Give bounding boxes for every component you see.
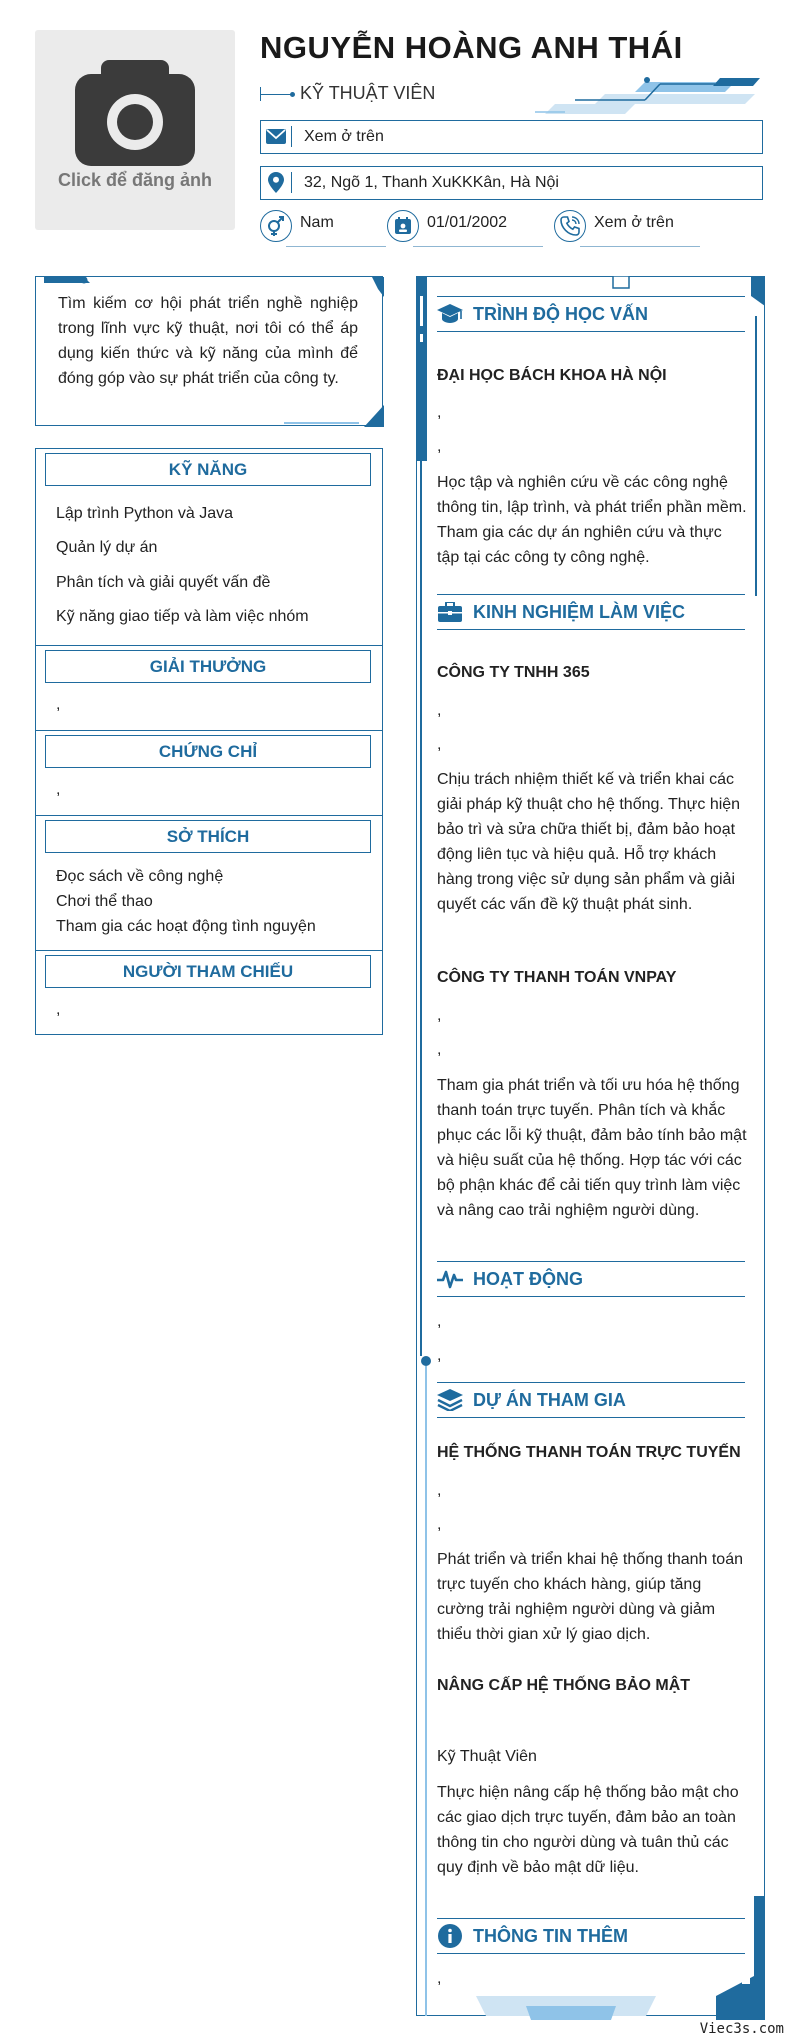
- school-name: ĐẠI HỌC BÁCH KHOA HÀ NỘI: [437, 367, 667, 384]
- project-name: HỆ THỐNG THANH TOÁN TRỰC TUYẾN: [437, 1444, 741, 1461]
- job-title: [260, 82, 560, 106]
- circuit-decoration: [535, 72, 765, 117]
- education-line: ,: [437, 438, 442, 455]
- gender-icon: [266, 216, 286, 236]
- envelope-icon: [266, 129, 286, 144]
- project-line: ,: [437, 1482, 442, 1499]
- gender-value: Nam: [300, 214, 334, 231]
- objective-text: Tìm kiếm cơ hội phát triển nghề nghiệp trong lĩnh vực kỹ thuật, nơi tôi có thể áp dụng kiến thức và kỹ năng của mình để đóng góp vào sự phát triển của công ty.: [58, 295, 358, 387]
- more-info-title: THÔNG TIN THÊM: [473, 1926, 628, 1946]
- projects-heading: [437, 1382, 745, 1418]
- skill-item: Phân tích và giải quyết vấn đề: [56, 574, 271, 591]
- skills-section: [35, 448, 383, 646]
- awards-text: ,: [56, 696, 61, 713]
- heartbeat-icon: [437, 1269, 463, 1289]
- email-value: Xem ở trên: [304, 128, 384, 145]
- references-section: [35, 950, 383, 1035]
- job-description: Chịu trách nhiệm thiết kế và triển khai các giải pháp kỹ thuật cho hệ thống. Thực hiện bảo trì và sửa chữa thiết bị, đảm bảo hoạt động liên tục và hiệu quả. Hỗ trợ khách hàng trong việc sử dụng sản phẩm và giải quyết các vấn đề kỹ thuật phát sinh.: [437, 771, 741, 913]
- awards-heading: GIẢI THƯỞNG: [45, 650, 371, 683]
- job-title-text: KỸ THUẬT VIÊN: [300, 83, 436, 103]
- id-card-icon: [394, 217, 412, 235]
- projects-title: DỰ ÁN THAM GIA: [473, 1390, 626, 1410]
- hobby-item: Đọc sách về công nghệ: [56, 868, 224, 885]
- project-description: Thực hiện nâng cấp hệ thống bảo mật cho các giao dịch trực tuyến, đảm bảo an toàn thông tin cho người dùng và tuân thủ các quy định về bảo mật dữ liệu.: [437, 1784, 739, 1876]
- education-title: TRÌNH ĐỘ HỌC VẤN: [473, 304, 648, 324]
- project-line: ,: [437, 1516, 442, 1533]
- skill-item: Kỹ năng giao tiếp và làm việc nhóm: [56, 608, 309, 625]
- job-line: ,: [437, 1041, 442, 1058]
- experience-heading: [437, 594, 745, 630]
- more-info-text: ,: [437, 1970, 442, 1987]
- references-text: ,: [56, 1001, 61, 1018]
- briefcase-icon: [438, 602, 462, 622]
- skill-item: Quản lý dự án: [56, 539, 158, 556]
- activity-line: ,: [437, 1347, 442, 1364]
- job-line: ,: [437, 702, 442, 719]
- address-value: 32, Ngõ 1, Thanh XuKKKân, Hà Nội: [304, 174, 559, 191]
- certificates-heading: CHỨNG CHỈ: [45, 735, 371, 768]
- references-heading: NGƯỜI THAM CHIẾU: [45, 955, 371, 988]
- hobby-item: Chơi thể thao: [56, 893, 153, 910]
- email-field: [260, 120, 763, 154]
- birthday-value: 01/01/2002: [427, 214, 508, 231]
- address-field: [260, 166, 763, 200]
- job-description: Tham gia phát triển và tối ưu hóa hệ thống thanh toán trực tuyến. Phân tích và khắc phục các lỗi kỹ thuật, đảm bảo tính bảo mật và hiệu suất của hệ thống. Hợp tác với các bộ phận khác để cải tiến quy trình làm việc và nâng cao trải nghiệm người dùng.: [437, 1077, 747, 1219]
- career-objective: [35, 276, 383, 426]
- phone-icon: [560, 216, 580, 236]
- candidate-name: NGUYỄN HOÀNG ANH THÁI: [260, 30, 683, 65]
- education-line: ,: [437, 404, 442, 421]
- location-pin-icon: [268, 172, 284, 193]
- project-name: NÂNG CẤP HỆ THỐNG BẢO MẬT: [437, 1677, 691, 1694]
- project-description: Phát triển và triển khai hệ thống thanh toán trực tuyến cho khách hàng, giúp tăng cường trải nghiệm người dùng và giảm thiểu thời gian xử lý giao dịch.: [437, 1551, 743, 1643]
- camera-icon: [75, 60, 195, 166]
- job-line: ,: [437, 736, 442, 753]
- site-watermark: Viec3s.com: [699, 2021, 784, 2037]
- certificates-text: ,: [56, 781, 61, 798]
- activities-title: HOẠT ĐỘNG: [473, 1269, 583, 1289]
- hobbies-heading: SỞ THÍCH: [45, 820, 371, 853]
- skill-item: Lập trình Python và Java: [56, 505, 233, 522]
- avatar-upload[interactable]: [35, 30, 235, 230]
- activity-line: ,: [437, 1313, 442, 1330]
- upload-photo-caption: Click để đăng ảnh: [57, 170, 213, 190]
- certificates-section: [35, 730, 383, 816]
- company-name: CÔNG TY TNHH 365: [437, 664, 590, 681]
- more-info-heading: [437, 1918, 745, 1954]
- hobby-item: Tham gia các hoạt động tình nguyện: [56, 918, 316, 935]
- education-description: Học tập và nghiên cứu về các công nghệ thông tin, lập trình, và phát triển phần mềm. Tham gia các dự án nghiên cứu và thực tập tại các công ty công nghệ.: [437, 474, 747, 566]
- hobbies-section: [35, 815, 383, 951]
- experience-title: KINH NGHIỆM LÀM VIỆC: [473, 602, 686, 622]
- info-icon: [438, 1924, 462, 1948]
- phone-value: Xem ở trên: [594, 214, 674, 231]
- activities-heading: [437, 1261, 745, 1297]
- company-name: CÔNG TY THANH TOÁN VNPAY: [437, 969, 677, 986]
- layers-icon: [437, 1389, 463, 1411]
- project-role: Kỹ Thuật Viên: [437, 1748, 537, 1765]
- education-heading: [437, 296, 745, 332]
- skills-heading: KỸ NĂNG: [45, 453, 371, 486]
- job-line: ,: [437, 1007, 442, 1024]
- awards-section: [35, 645, 383, 731]
- graduation-cap-icon: [437, 303, 463, 325]
